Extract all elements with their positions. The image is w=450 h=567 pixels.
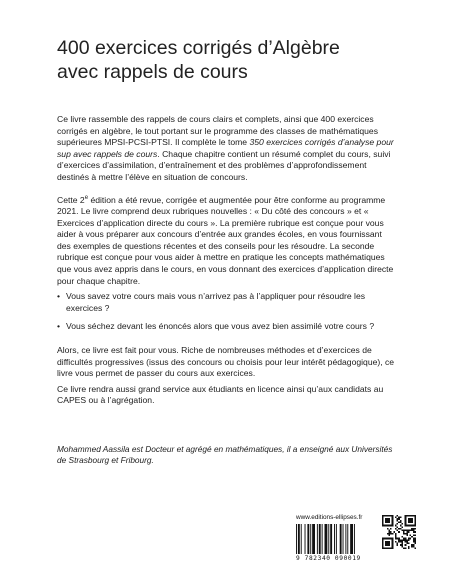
- book-title-line-2: avec rappels de cours: [57, 61, 248, 83]
- edition-text-end: édition a été revue, corrigée et augmentée pour être conforme au programme 2021. Le livre comprend deux rubriques nouvelles : « Du côté des concours » et « Exercices d’application directe du cours ». La première rubrique est conçue pour vous aider à vous préparer aux concours d’entrée aux grandes écoles, en vous fournissant des exemples de questions récentes et des conseils pour les résoudre. La seconde rubrique est conçue pour vous aider à mettre en pratique les concepts mathématiques que vous avez appris dans le cours, en vous donnant des exercices d’application directe pour chaque chapitre.: [57, 194, 394, 286]
- barcode-icon: [296, 524, 376, 554]
- intro-text: Ce livre rassemble des rappels de cours clairs et complets, ainsi que 400 exercices corrigés en algèbre, le tout portant sur le programme des classes de mathématiques supérieures MPSI-PCSI-PTSI. Il complète le tome: [57, 114, 378, 148]
- blurb: [57, 114, 397, 411]
- intro-text-end: . Chaque chapitre contient un résumé complet du cours, suivi d’exercices d’assimilation, d’entraînement et des problèmes d’approfondissement destinés à mettre l’élève en situation de concours.: [57, 148, 391, 182]
- question-list: [57, 291, 397, 333]
- edition-paragraph: [57, 193, 397, 288]
- isbn-number: 9 782340 090019: [296, 555, 361, 562]
- question-item: • Vous savez votre cours mais vous n’arrivez pas à l’appliquer pour résoudre les exercices ?: [57, 291, 397, 314]
- intro-paragraph: [57, 114, 397, 184]
- book-title: [57, 36, 417, 84]
- edition-text: Cette 2: [57, 194, 85, 205]
- closing-paragraph: Alors, ce livre est fait pour vous. Riche de nombreuses méthodes et d’exercices de difficultés progressives (issus des concours ou choisis pour leur intérêt pédagogique), ce livre vous permet de passer du cours aux exercices.: [57, 344, 395, 379]
- qr-code-icon: [382, 515, 416, 549]
- edition-superscript: e: [84, 194, 89, 201]
- book-title-line-1: 400 exercices corrigés d’Algèbre: [57, 37, 340, 59]
- audience-paragraph: Ce livre rendra aussi grand service aux étudiants en licence ainsi qu’aux candidats au CAPES ou à l’agrégation.: [57, 383, 384, 406]
- intro-companion-title: 350 exercices corrigés d’analyse pour sup avec rappels de cours: [57, 137, 394, 159]
- author-bio: Mohammed Aassila est Docteur et agrégé en mathématiques, il a enseigné aux Universités de Strasbourg et Fribourg.: [57, 444, 393, 466]
- publisher-url[interactable]: www.editions-ellipses.fr: [296, 514, 363, 521]
- question-item: • Vous séchez devant les énoncés alors que vous avez bien assimilé votre cours ?: [57, 321, 397, 333]
